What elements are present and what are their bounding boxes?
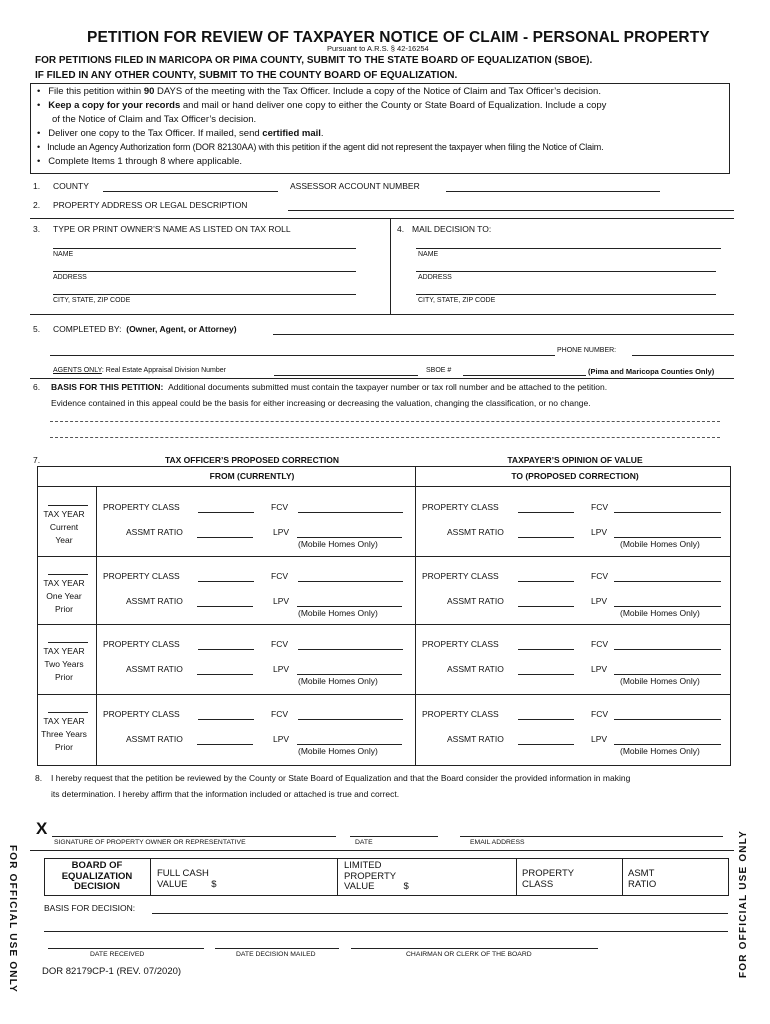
filing-instruction-county: IF FILED IN ANY OTHER COUNTY, SUBMIT TO THE COUNTY BOARD OF EQUALIZATION. (35, 70, 458, 81)
to-assmt-ratio-field[interactable] (518, 537, 574, 538)
lpv-label: LPV (273, 527, 290, 537)
fcv-label: FCV (271, 502, 288, 512)
mobile-homes-note: (Mobile Homes Only) (620, 746, 700, 756)
to-property-class-field[interactable] (518, 512, 574, 513)
property-class-label: PROPERTY CLASS (422, 502, 499, 512)
from-fcv-field[interactable] (298, 581, 403, 582)
to-fcv-field[interactable] (614, 719, 721, 720)
item5-number: 5. (33, 324, 41, 334)
assmt-ratio-label: ASSMT RATIO (447, 664, 504, 674)
mail-name-caption: NAME (418, 251, 439, 258)
sboe-label: SBOE # (426, 367, 452, 374)
date-mailed-field[interactable] (215, 948, 339, 949)
from-lpv-field[interactable] (297, 744, 402, 745)
item4-number: 4. (397, 224, 405, 234)
from-lpv-field[interactable] (297, 537, 402, 538)
basis-evidence-note: Evidence contained in this appeal could be the basis for either increasing or decreasing the valuation, changing the classification, or no change. (51, 398, 591, 408)
assmt-ratio-label: ASSMT RATIO (126, 527, 183, 537)
basis-for-decision-field-2[interactable] (44, 931, 728, 932)
item3-4-divider (390, 218, 391, 314)
limited-property-value-label: LIMITED PROPERTY VALUE $ (344, 860, 409, 892)
assmt-ratio-label: ASSMT RATIO (447, 734, 504, 744)
asmt-ratio-label: ASMT RATIO (628, 868, 657, 890)
board-col-divider-2 (337, 858, 338, 896)
mail-address-caption: ADDRESS (418, 274, 452, 281)
fcv-label: FCV (591, 709, 608, 719)
instruction-1: • File this petition within 90 DAYS of the meeting with the Tax Officer. Include a copy of the Notice of Claim and Tax Officer’s decision. (37, 86, 601, 97)
form-number: DOR 82179CP-1 (REV. 07/2020) (42, 966, 182, 977)
to-fcv-field[interactable] (614, 512, 721, 513)
to-proposed-heading: TO (PROPOSED CORRECTION) (511, 471, 639, 481)
lpv-label: LPV (273, 734, 290, 744)
email-field[interactable] (460, 836, 723, 837)
instruction-5: • Complete Items 1 through 8 where applicable. (37, 156, 243, 167)
board-col-divider-1 (150, 858, 151, 896)
owner-city-field[interactable] (53, 294, 356, 295)
tax-year-current-label: TAX YEAR Current Year (43, 509, 85, 545)
tax-year-two-prior-label: TAX YEAR Two Years Prior (43, 646, 85, 682)
row-divider-1 (37, 556, 731, 557)
form-title: PETITION FOR REVIEW OF TAXPAYER NOTICE OF CLAIM - PERSONAL PROPERTY (87, 29, 710, 46)
to-property-class-field[interactable] (518, 719, 574, 720)
owner-name-field[interactable] (53, 248, 356, 249)
owner-name-label: TYPE OR PRINT OWNER’S NAME AS LISTED ON TAX ROLL (53, 224, 291, 234)
date-received-caption: DATE RECEIVED (90, 951, 145, 958)
instruction-4: • Include an Agency Authorization form (DOR 82130AA) with this petition if the agent did not represent the taxpayer when filing the Notice of Claim. (37, 142, 604, 152)
to-lpv-field[interactable] (614, 744, 721, 745)
signature-date-field[interactable] (350, 836, 438, 837)
item6-number: 6. (33, 382, 41, 392)
from-to-divider (415, 466, 416, 766)
from-property-class-field[interactable] (198, 512, 254, 513)
property-class-label: PROPERTY CLASS (103, 502, 180, 512)
county-label: COUNTY (53, 181, 89, 191)
item7-number: 7. (33, 455, 41, 465)
date-received-field[interactable] (48, 948, 204, 949)
signature-caption: SIGNATURE OF PROPERTY OWNER OR REPRESENTATIVE (54, 839, 246, 846)
tax-year-field[interactable] (48, 505, 88, 506)
lpv-label: LPV (591, 664, 608, 674)
from-assmt-ratio-field[interactable] (197, 674, 253, 675)
phone-number-field[interactable] (632, 355, 734, 356)
from-assmt-ratio-field[interactable] (197, 537, 253, 538)
instruction-2: • Keep a copy for your records and mail or hand deliver one copy to either the County or State Board of Equalization. Include a copy (37, 100, 607, 111)
mobile-homes-note: (Mobile Homes Only) (298, 539, 378, 549)
from-fcv-field[interactable] (298, 719, 403, 720)
table-header-divider (37, 486, 731, 487)
date-mailed-caption: DATE DECISION MAILED (236, 951, 316, 958)
row-divider-2 (37, 624, 731, 625)
from-fcv-field[interactable] (298, 649, 403, 650)
official-top-divider (30, 850, 734, 851)
from-lpv-field[interactable] (297, 674, 402, 675)
lpv-label: LPV (273, 664, 290, 674)
property-address-field[interactable] (288, 210, 734, 211)
completed-by-field[interactable] (273, 334, 734, 335)
basis-for-decision-field-1[interactable] (152, 913, 728, 914)
from-currently-heading: FROM (CURRENTLY) (209, 471, 295, 481)
property-class-label: PROPERTY CLASS (522, 868, 575, 890)
email-caption: EMAIL ADDRESS (470, 839, 525, 846)
item1-number: 1. (33, 181, 41, 191)
assessor-account-label: ASSESSOR ACCOUNT NUMBER (290, 181, 420, 191)
mobile-homes-note: (Mobile Homes Only) (620, 539, 700, 549)
lpv-label: LPV (273, 596, 290, 606)
sboe-number-field[interactable] (463, 375, 586, 376)
fcv-label: FCV (591, 639, 608, 649)
to-lpv-field[interactable] (614, 537, 721, 538)
county-field[interactable] (103, 191, 278, 192)
chairman-caption: CHAIRMAN OR CLERK OF THE BOARD (406, 951, 532, 958)
lpv-label: LPV (591, 527, 608, 537)
mobile-homes-note: (Mobile Homes Only) (298, 746, 378, 756)
to-fcv-field[interactable] (614, 581, 721, 582)
property-class-label: PROPERTY CLASS (422, 709, 499, 719)
fcv-label: FCV (591, 502, 608, 512)
item3-number: 3. (33, 224, 41, 234)
tax-year-field[interactable] (48, 642, 88, 643)
mail-decision-label: MAIL DECISION TO: (412, 224, 492, 234)
to-lpv-field[interactable] (614, 606, 721, 607)
item8-number: 8. (35, 773, 43, 783)
fcv-label: FCV (271, 639, 288, 649)
owner-name-caption: NAME (53, 251, 74, 258)
basis-for-decision-label: BASIS FOR DECISION: (44, 903, 136, 913)
mobile-homes-note: (Mobile Homes Only) (298, 676, 378, 686)
assmt-ratio-label: ASSMT RATIO (126, 664, 183, 674)
completed-by-field-2[interactable] (50, 355, 555, 356)
statute-citation: Pursuant to A.R.S. § 42-16254 (327, 44, 429, 53)
fcv-label: FCV (271, 571, 288, 581)
to-property-class-field[interactable] (518, 581, 574, 582)
mail-city-caption: CITY, STATE, ZIP CODE (418, 297, 496, 304)
mobile-homes-note: (Mobile Homes Only) (620, 608, 700, 618)
to-property-class-field[interactable] (518, 649, 574, 650)
from-property-class-field[interactable] (198, 581, 254, 582)
basis-field-1[interactable] (50, 421, 720, 422)
full-cash-value-label: FULL CASH VALUE $ (157, 868, 217, 890)
owner-address-field[interactable] (53, 271, 356, 272)
signature-field[interactable] (52, 836, 336, 837)
divider-after-item5 (30, 378, 734, 379)
basis-label: BASIS FOR THIS PETITION: Additional documents submitted must contain the taxpayer number or tax roll number and be attached to the petition. (51, 382, 608, 392)
taxpayer-opinion-heading: TAXPAYER’S OPINION OF VALUE (507, 455, 643, 465)
mail-address-field[interactable] (416, 271, 716, 272)
owner-address-caption: ADDRESS (53, 274, 87, 281)
to-lpv-field[interactable] (614, 674, 721, 675)
assmt-ratio-label: ASSMT RATIO (447, 527, 504, 537)
mail-name-field[interactable] (416, 248, 721, 249)
tax-year-field[interactable] (48, 712, 88, 713)
agents-only-label: AGENTS ONLY: Real Estate Appraisal Division Number (53, 367, 227, 374)
pima-maricopa-note: (Pima and Maricopa Counties Only) (588, 367, 715, 376)
item2-number: 2. (33, 200, 41, 210)
from-fcv-field[interactable] (298, 512, 403, 513)
division-number-field[interactable] (274, 375, 418, 376)
tax-officer-heading: TAX OFFICER’S PROPOSED CORRECTION (164, 455, 340, 465)
instruction-2-cont: of the Notice of Claim and Tax Officer’s decision. (52, 114, 257, 125)
fcv-label: FCV (591, 571, 608, 581)
chairman-signature-field[interactable] (351, 948, 598, 949)
signature-x-mark: X (36, 819, 48, 838)
mobile-homes-note: (Mobile Homes Only) (298, 608, 378, 618)
signature-date-caption: DATE (355, 839, 373, 846)
to-fcv-field[interactable] (614, 649, 721, 650)
from-property-class-field[interactable] (198, 719, 254, 720)
property-class-label: PROPERTY CLASS (422, 571, 499, 581)
property-class-label: PROPERTY CLASS (103, 709, 180, 719)
from-assmt-ratio-field[interactable] (197, 606, 253, 607)
from-lpv-field[interactable] (297, 606, 402, 607)
tax-year-three-prior-label: TAX YEAR Three Years Prior (41, 716, 87, 752)
lpv-label: LPV (591, 596, 608, 606)
to-assmt-ratio-field[interactable] (518, 606, 574, 607)
divider-after-item2 (30, 218, 734, 219)
board-col-divider-4 (622, 858, 623, 896)
tax-year-field[interactable] (48, 574, 88, 575)
filing-instruction-sboe: FOR PETITIONS FILED IN MARICOPA OR PIMA COUNTY, SUBMIT TO THE STATE BOARD OF EQUALIZATION (SBOE). (35, 55, 593, 66)
assmt-ratio-label: ASSMT RATIO (447, 596, 504, 606)
from-assmt-ratio-field[interactable] (197, 744, 253, 745)
affirmation-text-2: its determination. I hereby affirm that the information included or attached is true and correct. (51, 789, 400, 799)
to-assmt-ratio-field[interactable] (518, 744, 574, 745)
property-class-label: PROPERTY CLASS (103, 639, 180, 649)
completed-by-label: COMPLETED BY: (Owner, Agent, or Attorney) (53, 324, 237, 334)
board-decision-label: BOARD OF EQUALIZATION DECISION (61, 860, 133, 892)
lpv-label: LPV (591, 734, 608, 744)
from-property-class-field[interactable] (198, 649, 254, 650)
owner-city-caption: CITY, STATE, ZIP CODE (53, 297, 131, 304)
assmt-ratio-label: ASSMT RATIO (126, 596, 183, 606)
year-column-divider (96, 486, 97, 766)
fcv-label: FCV (271, 709, 288, 719)
affirmation-text-1: I hereby request that the petition be reviewed by the County or State Board of Equalization and that the Board consider the provided information in making (51, 773, 631, 783)
property-class-label: PROPERTY CLASS (103, 571, 180, 581)
divider-after-item4 (30, 314, 734, 315)
property-class-label: PROPERTY CLASS (422, 639, 499, 649)
instruction-3: • Deliver one copy to the Tax Officer. If mailed, send certified mail. (37, 128, 324, 139)
mail-city-field[interactable] (416, 294, 716, 295)
tax-year-one-prior-label: TAX YEAR One Year Prior (43, 578, 85, 614)
phone-number-label: PHONE NUMBER: (557, 347, 617, 354)
board-col-divider-3 (516, 858, 517, 896)
to-assmt-ratio-field[interactable] (518, 674, 574, 675)
assessor-account-field[interactable] (446, 191, 660, 192)
property-address-label: PROPERTY ADDRESS OR LEGAL DESCRIPTION (53, 200, 248, 210)
assmt-ratio-label: ASSMT RATIO (126, 734, 183, 744)
row-divider-3 (37, 694, 731, 695)
basis-field-2[interactable] (50, 437, 720, 438)
mobile-homes-note: (Mobile Homes Only) (620, 676, 700, 686)
